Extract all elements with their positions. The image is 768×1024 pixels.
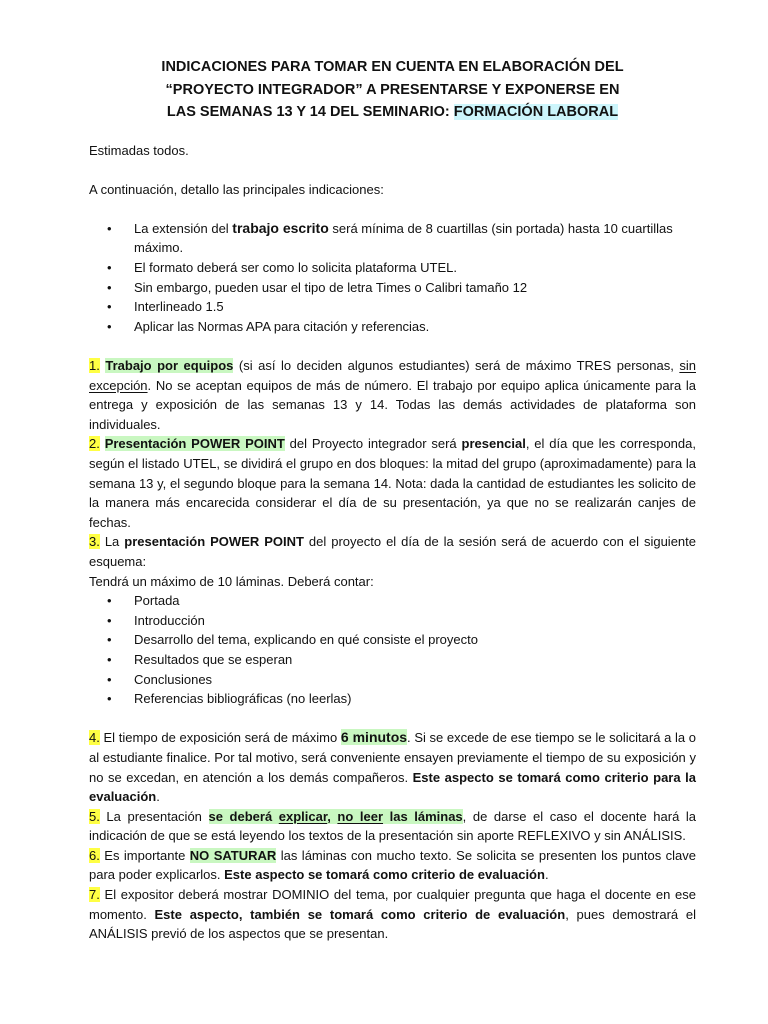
paragraph-2: 2. Presentación POWER POINT del Proyecto integrador será presencial, el día que les corresponda, según el listado UTEL, se dividirá el grupo en dos bloques: la mitad del grupo (aproximadamente) para la semana 13 y, el segundo bloque para la semana 14. Nota: dada la cantidad de estudiantes les solicito de la manera más encarecida considerar el día de su presentación, ya que no se realizarán canjes de fechas.: [89, 436, 696, 530]
slides-list: [89, 591, 696, 709]
paragraph-7: 7. El expositor deberá mostrar DOMINIO del tema, por cualquier pregunta que haga el docente en ese momento. Este aspecto, también se tomará como criterio de evaluación, pues demostrará el ANÁLISIS previó de los aspectos que se presentan.: [89, 887, 696, 942]
title-line-2: “PROYECTO INTEGRADOR” A PRESENTARSE Y EXPONERSE EN: [165, 81, 620, 98]
paragraph-6: 6. Es importante NO SATURAR las láminas con mucho texto. Se solicita se presenten los puntos clave para poder explicarlos. Este aspecto se tomará como criterio de evaluación.: [89, 847, 696, 883]
list-item: • Aplicar las Normas APA para citación y referencias.: [134, 317, 696, 337]
list-item: • Referencias bibliográficas (no leerlas): [134, 689, 696, 709]
list-item: • Introducción: [134, 611, 696, 631]
list-item: • Resultados que se esperan: [134, 650, 696, 670]
format-list: [89, 219, 696, 337]
list-item: • Sin embargo, pueden usar el tipo de letra Times o Calibri tamaño 12: [134, 278, 696, 298]
seminar-name: FORMACIÓN LABORAL: [453, 104, 619, 120]
paragraph-1: 1. Trabajo por equipos (si así lo deciden algunos estudiantes) será de máximo TRES personas, sin excepción. No se aceptan equipos de más de número. El trabajo por equipo aplica únicamente para la entrega y exposición de las semanas 13 y 14. Todas las demás actividades de plataforma son individuales.: [89, 358, 696, 432]
list-item: • Conclusiones: [134, 670, 696, 690]
document-title: [89, 56, 696, 124]
intro-text: A continuación, detallo las principales indicaciones:: [89, 181, 384, 197]
list-item: • Portada: [134, 591, 696, 611]
paragraph-5: 5. La presentación se deberá explicar, no leer las láminas, de darse el caso el docente hará la indicación de que se está leyendo los textos de la presentación sin aporte REFLEXIVO y sin ANÁLISIS.: [89, 808, 697, 844]
list-item: • Interlineado 1.5: [134, 297, 696, 317]
paragraph-4: 4. El tiempo de exposición será de máximo 6 minutos. Si se excede de ese tiempo se le solicitará a la o al estudiante finalice. Por tal motivo, será conveniente ensayen previamente el tiempo de su exposición y no se excedan, en atención a los demás compañeros. Este aspecto se tomará como criterio para la evaluación.: [89, 729, 696, 805]
list-item: • El formato deberá ser como lo solicita plataforma UTEL.: [134, 258, 696, 278]
paragraph-3-sub: Tendrá un máximo de 10 láminas. Deberá contar:: [89, 573, 374, 589]
list-item: • Desarrollo del tema, explicando en qué consiste el proyecto: [134, 630, 696, 650]
paragraph-3: 3. La presentación POWER POINT del proyecto el día de la sesión será de acuerdo con el siguiente esquema:: [89, 534, 696, 569]
title-line-1: INDICACIONES PARA TOMAR EN CUENTA EN ELABORACIÓN DEL: [161, 59, 624, 75]
greeting: Estimadas todos.: [89, 142, 189, 158]
list-item: • La extensión del trabajo escrito será mínima de 8 cuartillas (sin portada) hasta 10 cuartillas máximo.: [134, 219, 696, 258]
title-line-3: LAS SEMANAS 13 Y 14 DEL SEMINARIO: FORMACIÓN LABORAL: [166, 104, 619, 120]
